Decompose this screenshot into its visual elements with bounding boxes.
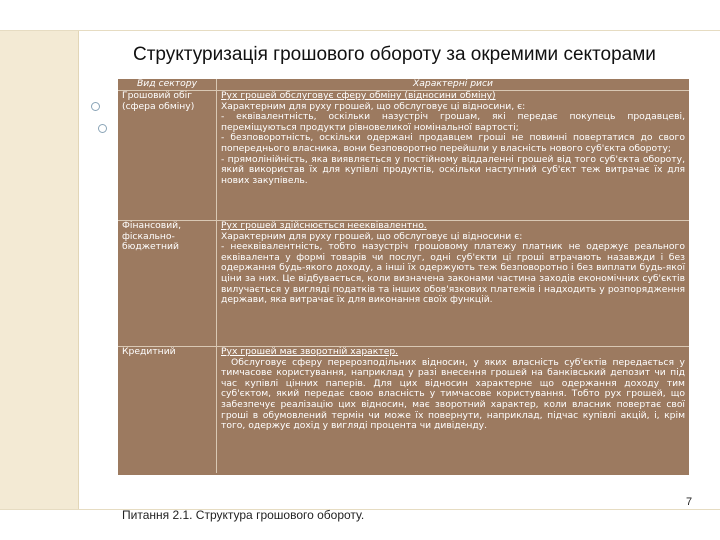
sector-name: Кредитний — [118, 347, 217, 474]
sector-characteristics — [217, 347, 690, 474]
decorative-circle-icon — [91, 102, 100, 111]
sector-name: Грошовий обіг (сфера обміну) — [118, 91, 217, 221]
table-header-row — [118, 79, 689, 91]
characteristics-paragraph: Характерним для руху грошей, що обслуговує ці відносини є: — [221, 230, 523, 242]
table-row — [118, 221, 689, 347]
characteristics-heading: Рух грошей обслуговує сферу обміну (відносини обміну) — [221, 90, 496, 101]
characteristics-paragraph: - прямолінійність, яка виявляється у постійному віддаленні грошей від того суб'єкта обороту, який використав їх для купівлі продуктів, оскільки наступний суб'єкт теж витрачає їх для нових закупівель. — [221, 153, 685, 186]
sector-characteristics — [217, 91, 690, 221]
characteristics-paragraph: Характерним для руху грошей, що обслуговує ці відносини, є: — [221, 100, 526, 112]
table-row — [118, 347, 689, 474]
slide-title: Структуризація грошового обороту за окремими секторами — [133, 44, 656, 65]
top-decorative-band — [0, 0, 720, 31]
characteristics-paragraph: - еквівалентність, оскільки назустріч грошам, які передає покупець продавцеві, переміщуються продукти рівновеликої номінальної вартості; — [221, 111, 685, 133]
sector-name: Фінансовий, фіскально-бюджетний — [118, 221, 217, 347]
characteristics-paragraph: Обслуговує сферу перерозподільних відносин, у яких власність суб'єктів передається у тимчасове користування, наприклад у разі внесення грошей на банківський депозит чи під час купівлі цінних паперів. Для цих відносин характерне що одержання доходу тим суб'єктом, який передає свою власність у тимчасове користування. Тобто рух грошей, що забезпечує реалізацію цих відносин, має зворотний характер, коли власник повертає свої гроші в обумовлений термін чи може їх повернути, наприклад, підчас купівлі акцій, і, крім того, одержує дохід у вигляді процента чи дивіденду. — [221, 356, 685, 432]
characteristics-paragraph: - нееквівалентність, тобто назустріч грошовому платежу платник не одержує реального еквівалента у формі товарів чи послуг, одні суб'єкти ці гроші втрачають назавжди і без одержання будь-якого доходу, а інші їх одержують теж безповоротно і без виплати будь-якої ціни за них. Це відбувається, коли визначена законами частина заходів економічних суб'єктів вилучається у вигляді податків та інших обов'язкових платежів і надходить у розпорядження держави, яка витрачає їх для виконання своїх функцій. — [221, 241, 685, 306]
slide-footer: Питання 2.1. Структура грошового обороту. — [122, 508, 365, 522]
left-decorative-band — [0, 0, 78, 540]
table-row — [118, 91, 689, 221]
characteristics-heading: Рух грошей має зворотній характер. — [221, 346, 399, 357]
header-characteristics: Характерні риси — [217, 79, 690, 91]
left-band-divider — [78, 0, 79, 540]
page-number: 7 — [686, 496, 693, 508]
sectors-table — [118, 79, 689, 473]
sector-characteristics — [217, 221, 690, 347]
characteristics-paragraph: - безповоротність, оскільки одержані продавцем гроші не повинні повертатися до свого попереднього власника, вони безповоротно перейшли у власність нового суб'єкта обороту; — [221, 132, 685, 154]
characteristics-heading: Рух грошей здійснюється нееквівалентно. — [221, 220, 427, 231]
sectors-table-frame — [118, 79, 689, 475]
header-sector-type: Вид сектору — [118, 79, 217, 91]
decorative-circle-icon — [98, 124, 107, 133]
